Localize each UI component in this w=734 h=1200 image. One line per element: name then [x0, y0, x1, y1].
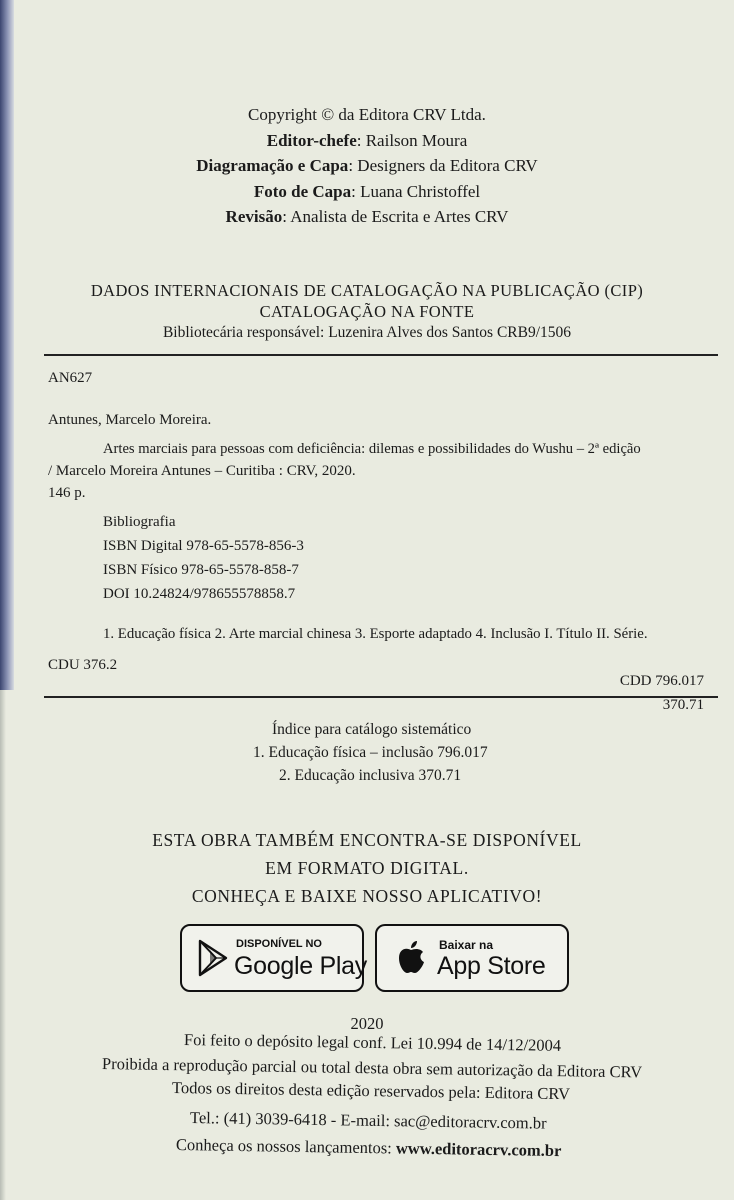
footer-launches	[176, 1135, 562, 1161]
footer-website-link[interactable]: www.editoracrv.com.br	[395, 1138, 562, 1161]
design-label: Diagramação e Capa	[196, 156, 349, 176]
index-title: Índice para catálogo sistemático	[272, 721, 472, 738]
footer-contact: Tel.: (41) 3039-6418 - E-mail: sac@editoracrv.com.br	[189, 1108, 547, 1133]
editor-value: : Railson Moura	[356, 130, 468, 150]
catalog-author: Antunes, Marcelo Moreira.	[48, 412, 212, 428]
index-item-1: 1. Educação física – inclusão 796.017	[253, 744, 488, 761]
catalog-cdu: CDU 376.2	[48, 657, 118, 673]
editor-line	[0, 128, 734, 154]
google-play-icon	[196, 938, 230, 978]
catalog-title-line2: / Marcelo Moreira Antunes – Curitiba : CRV, 2020.	[48, 463, 356, 479]
app-store-small-label: Baixar na	[439, 938, 494, 952]
photo-value: : Luana Christoffel	[351, 181, 481, 201]
cip-title: DADOS INTERNACIONAIS DE CATALOGAÇÃO NA PUBLICAÇÃO (CIP)	[90, 281, 644, 300]
google-play-badge[interactable]	[180, 924, 367, 992]
page-shadow	[0, 690, 6, 1200]
catalog-isbn-digital: ISBN Digital 978-65-5578-856-3	[103, 538, 304, 554]
photo-line	[0, 179, 734, 205]
credits-block	[0, 102, 734, 230]
digital-line-1: ESTA OBRA TAMBÉM ENCONTRA-SE DISPONÍVEL	[152, 830, 582, 850]
editor-label: Editor-chefe	[266, 130, 357, 150]
photo-label: Foto de Capa	[253, 181, 352, 201]
cip-header	[0, 280, 734, 343]
catalog-cdd: CDD 796.017	[619, 673, 704, 689]
footer-prohibited: Proibida a reprodução parcial ou total desta obra sem autorização da Editora CRV	[101, 1054, 643, 1082]
google-play-label: Google Play	[234, 952, 367, 980]
app-store-label: App Store	[437, 952, 546, 980]
catalog-pages: 146 p.	[48, 485, 86, 501]
catalog-isbn-fisico: ISBN Físico 978-65-5578-858-7	[103, 562, 299, 578]
footer-rights: Todos os direitos desta edição reservados pela: Editora CRV	[171, 1078, 571, 1104]
apple-icon	[395, 938, 427, 976]
footer-deposit: Foi feito o depósito legal conf. Lei 10.994 de 14/12/2004	[183, 1030, 562, 1055]
review-line	[0, 204, 734, 230]
design-value: : Designers da Editora CRV	[348, 156, 538, 176]
design-line	[0, 153, 734, 179]
review-label: Revisão	[225, 207, 283, 227]
digital-line-3: CONHEÇA E BAIXE NOSSO APLICATIVO!	[191, 886, 543, 906]
review-value: : Analista de Escrita e Artes CRV	[282, 207, 509, 227]
cip-librarian: Bibliotecária responsável: Luzenira Alves dos Santos CRB9/1506	[162, 324, 572, 341]
google-play-small-label: DISPONÍVEL NO	[236, 938, 322, 950]
catalog-code: AN627	[48, 370, 93, 386]
top-divider	[44, 354, 718, 356]
index-item-2: 2. Educação inclusiva 370.71	[279, 767, 462, 784]
catalog-cdd-secondary: 370.71	[662, 697, 704, 713]
footer-launch-prefix: Conheça os nossos lançamentos:	[175, 1135, 397, 1158]
digital-notice	[0, 826, 734, 910]
catalog-subjects: 1. Educação física 2. Arte marcial chinesa 3. Esporte adaptado 4. Inclusão I. Título II. Série.	[103, 626, 648, 642]
catalog-doi: DOI 10.24824/978655578858.7	[103, 586, 296, 602]
footer-year: 2020	[350, 1014, 384, 1033]
digital-line-2: EM FORMATO DIGITAL.	[265, 858, 469, 878]
app-store-badge[interactable]	[375, 924, 569, 992]
catalog-bibliography: Bibliografia	[103, 514, 176, 530]
bottom-divider	[44, 696, 718, 698]
copyright-line: Copyright © da Editora CRV Ltda.	[248, 105, 486, 124]
catalog-title-line1: Artes marciais para pessoas com deficiência: dilemas e possibilidades do Wushu – 2ª edição	[103, 441, 641, 457]
cip-subtitle: CATALOGAÇÃO NA FONTE	[259, 302, 475, 321]
